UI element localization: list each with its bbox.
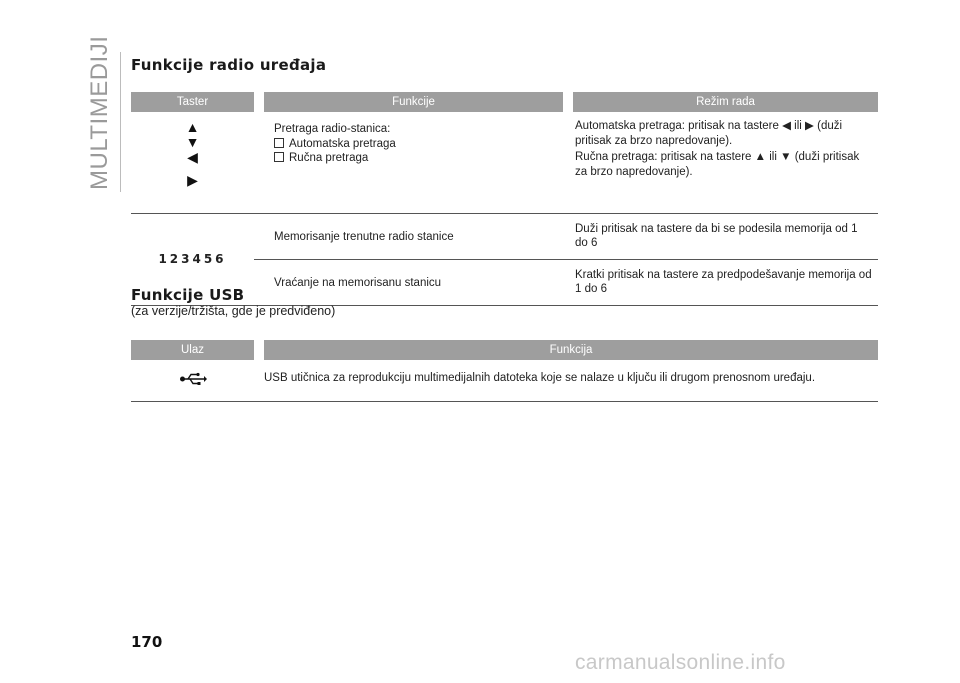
usb-heading: Funkcije USB — [131, 286, 245, 304]
auto-search-mode-text: Automatska pretraga: pritisak na tastere ◀ ili ▶ (duži pritisak za brzo napredovanje). — [575, 120, 843, 147]
memory-recall-function: Vraćanje na memorisanu stanicu — [264, 259, 563, 305]
page-number: 170 — [131, 633, 163, 651]
checkbox-bullet-icon — [274, 138, 284, 148]
section-divider — [120, 52, 121, 192]
up-arrow-icon: ▲ — [754, 151, 767, 163]
usb-icon — [179, 372, 207, 386]
right-arrow-icon: ▶ — [805, 120, 814, 132]
table-row-search — [131, 112, 878, 213]
usb-subtitle: (za verzije/tržišta, gde je predviđeno) — [131, 304, 336, 318]
radio-heading: Funkcije radio uređaja — [131, 56, 327, 74]
header-funkcija: Funkcija — [264, 340, 878, 360]
table-row-usb — [131, 360, 878, 402]
search-function-cell — [264, 112, 563, 213]
preset-digits: 123456 — [131, 213, 254, 305]
header-taster: Taster — [131, 92, 254, 112]
right-arrow-icon: ▶ — [187, 172, 198, 188]
list-item: Ručna pretraga — [274, 151, 557, 166]
section-title-vertical — [86, 35, 113, 192]
header-funkcije: Funkcije — [264, 92, 563, 112]
left-arrow-icon: ◀ — [187, 149, 198, 165]
down-arrow-icon: ▼ — [185, 134, 200, 150]
section-title-text: MULTIMEDIJI — [86, 35, 113, 190]
radio-functions-table — [131, 92, 878, 306]
header-ulaz: Ulaz — [131, 340, 254, 360]
left-arrow-icon: ◀ — [782, 120, 791, 132]
usb-function-text: USB utičnica za reprodukciju multimedijalnih datoteka koje se nalaze u ključu ili drugom prenosnom uređaju. — [264, 360, 878, 402]
usb-table-header — [131, 340, 878, 360]
radio-table-header — [131, 92, 878, 112]
memory-recall-mode: Kratki pritisak na tastere za predpodešavanje memorija od 1 do 6 — [573, 259, 878, 305]
search-function-title: Pretraga radio-stanica: — [274, 123, 391, 135]
search-mode-cell — [573, 112, 878, 213]
down-arrow-icon: ▼ — [780, 151, 792, 163]
watermark: carmanualsonline.info — [575, 651, 786, 674]
list-item: Automatska pretraga — [274, 137, 557, 152]
memory-store-function: Memorisanje trenutne radio stanice — [264, 213, 563, 259]
usb-functions-table — [131, 340, 878, 402]
usb-input-cell — [131, 360, 254, 402]
up-arrow-icon: ▲ — [185, 119, 200, 135]
memory-store-mode: Duži pritisak na tastere da bi se podesila memorija od 1 do 6 — [573, 213, 878, 259]
arrow-buttons — [131, 112, 254, 213]
table-row-memory-store — [131, 213, 878, 259]
checkbox-bullet-icon — [274, 152, 284, 162]
header-rezim-rada: Režim rada — [573, 92, 878, 112]
manual-search-mode-text: Ručna pretraga: pritisak na tastere ▲ ili ▼ (duži pritisak za brzo napredovanje). — [575, 151, 860, 178]
